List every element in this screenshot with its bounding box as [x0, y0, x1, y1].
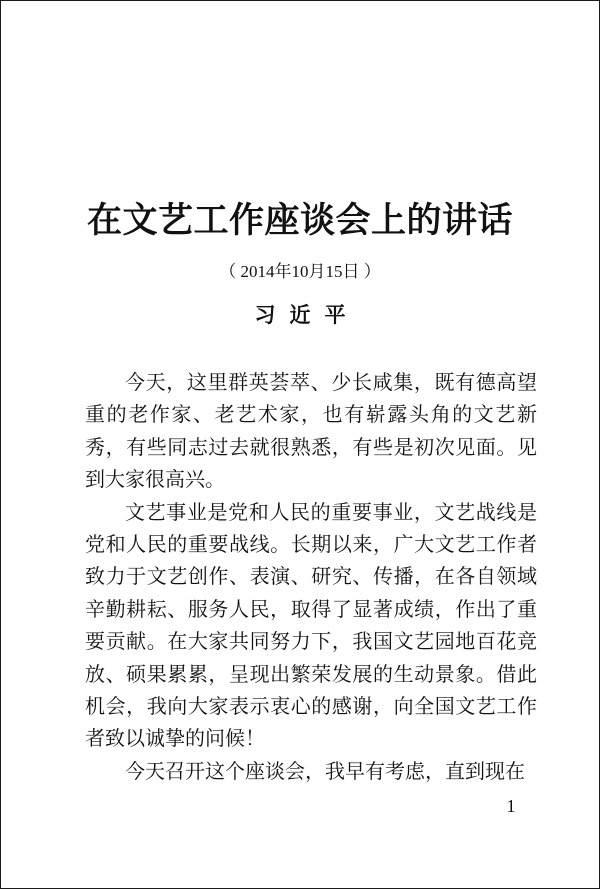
page-number: 1 — [506, 796, 516, 816]
paragraph: 文艺事业是党和人民的重要事业，文艺战线是党和人民的重要战线。长期以来，广大文艺工作者致力于文艺创作、表演、研究、传播，在各自领域辛勤耕耘、服务人民，取得了显著成绩，作出了重要贡献。在大家共同努力下，我国文艺园地百花竞放、硕果累累，呈现出繁荣发展的生动景象。借此机会，我向大家表示衷心的感谢，向全国文艺工作者致以诚挚的问候！ — [85, 499, 537, 751]
author-name: 习近平 — [254, 303, 360, 327]
document-title: 在文艺工作座谈会上的讲话 — [86, 200, 513, 241]
paragraph: 今天，这里群英荟萃、少长咸集，既有德高望重的老作家、老艺术家，也有崭露头角的文艺新秀，有些同志过去就很熟悉，有些是初次见面。见到大家很高兴。 — [85, 370, 537, 492]
body-text — [85, 366, 537, 787]
paragraph: 今天召开这个座谈会，我早有考虑，直到现在 — [125, 758, 525, 783]
speech-date: （ 2014年10月15日 ） — [219, 262, 381, 281]
